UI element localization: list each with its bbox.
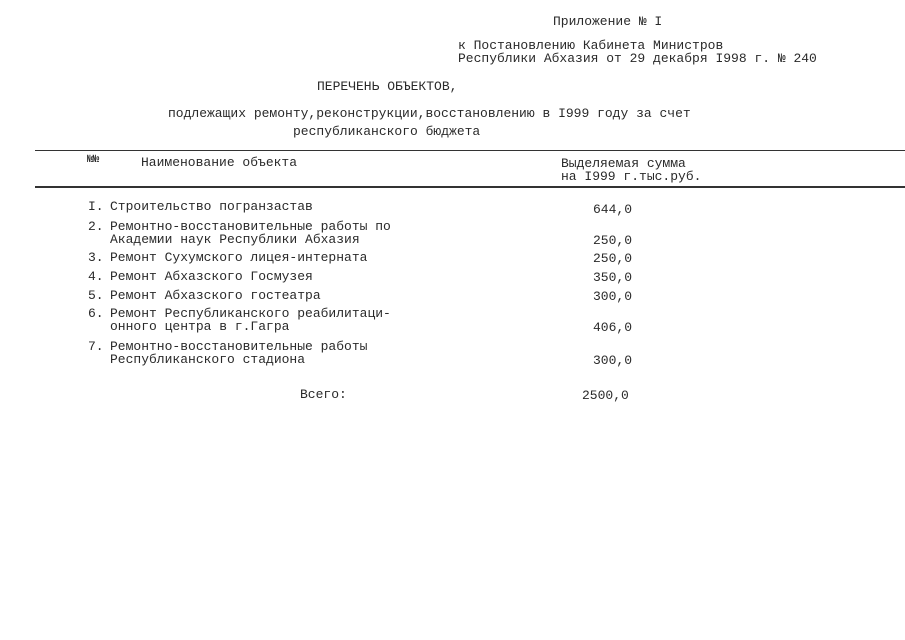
row-number: 3.	[88, 250, 104, 265]
row-name-line: Ремонт Сухумского лицея-интерната	[110, 250, 368, 265]
row-name-line: Республиканского стадиона	[110, 352, 306, 367]
column-header-name: Наименование объекта	[141, 155, 298, 170]
table-row	[88, 340, 367, 366]
table-row	[88, 220, 391, 246]
row-number: 2.	[88, 219, 104, 234]
total-sum: 2500,0	[582, 388, 629, 403]
row-name-line: Ремонт Республиканского реабилитаци-	[110, 306, 391, 321]
row-sum: 350,0	[593, 270, 633, 285]
row-sum: 644,0	[593, 202, 633, 217]
appendix-title: Приложение № I	[553, 14, 663, 29]
row-sum: 250,0	[593, 251, 633, 266]
table-row	[88, 289, 321, 302]
table-row	[88, 270, 313, 283]
row-sum: 300,0	[593, 353, 633, 368]
table-row	[88, 307, 391, 333]
row-name-line: Ремонт Абхазского гостеатра	[110, 288, 321, 303]
row-sum: 406,0	[593, 320, 633, 335]
row-name-line: Строительство погранзастав	[110, 199, 313, 214]
row-name-line: онного центра в г.Гагра	[110, 319, 290, 334]
table-header-rule	[35, 186, 905, 188]
table-top-rule	[35, 150, 905, 151]
appendix-reference-line-1: к Постановлению Кабинета Министров	[458, 38, 724, 53]
column-header-number: №№	[87, 154, 99, 166]
row-name-line: Ремонт Абхазского Госмузея	[110, 269, 313, 284]
row-number: 5.	[88, 288, 104, 303]
appendix-reference-line-2: Республики Абхазия от 29 декабря I998 г. № 240	[458, 51, 817, 66]
row-sum: 250,0	[593, 233, 633, 248]
row-number: 4.	[88, 269, 104, 284]
document-subtitle-line-1: подлежащих ремонту,реконструкции,восстановлению в I999 году за счет	[168, 106, 691, 121]
column-header-sum-line-1: Выделяемая сумма	[561, 156, 686, 171]
document-subtitle-line-2: республиканского бюджета	[293, 124, 481, 139]
row-name-line: Ремонтно-восстановительные работы по	[110, 219, 391, 234]
document-title: ПЕРЕЧЕНЬ ОБЪЕКТОВ,	[317, 79, 458, 94]
row-number: I.	[88, 199, 104, 214]
row-name-line: Ремонтно-восстановительные работы	[110, 339, 368, 354]
row-name-line: Академии наук Республики Абхазия	[110, 232, 360, 247]
column-header-sum-line-2: на I999 г.тыс.руб.	[561, 169, 702, 184]
table-row	[88, 251, 367, 264]
row-number: 6.	[88, 306, 104, 321]
total-label: Всего:	[300, 387, 347, 402]
row-number: 7.	[88, 339, 104, 354]
table-row	[88, 200, 313, 213]
row-sum: 300,0	[593, 289, 633, 304]
